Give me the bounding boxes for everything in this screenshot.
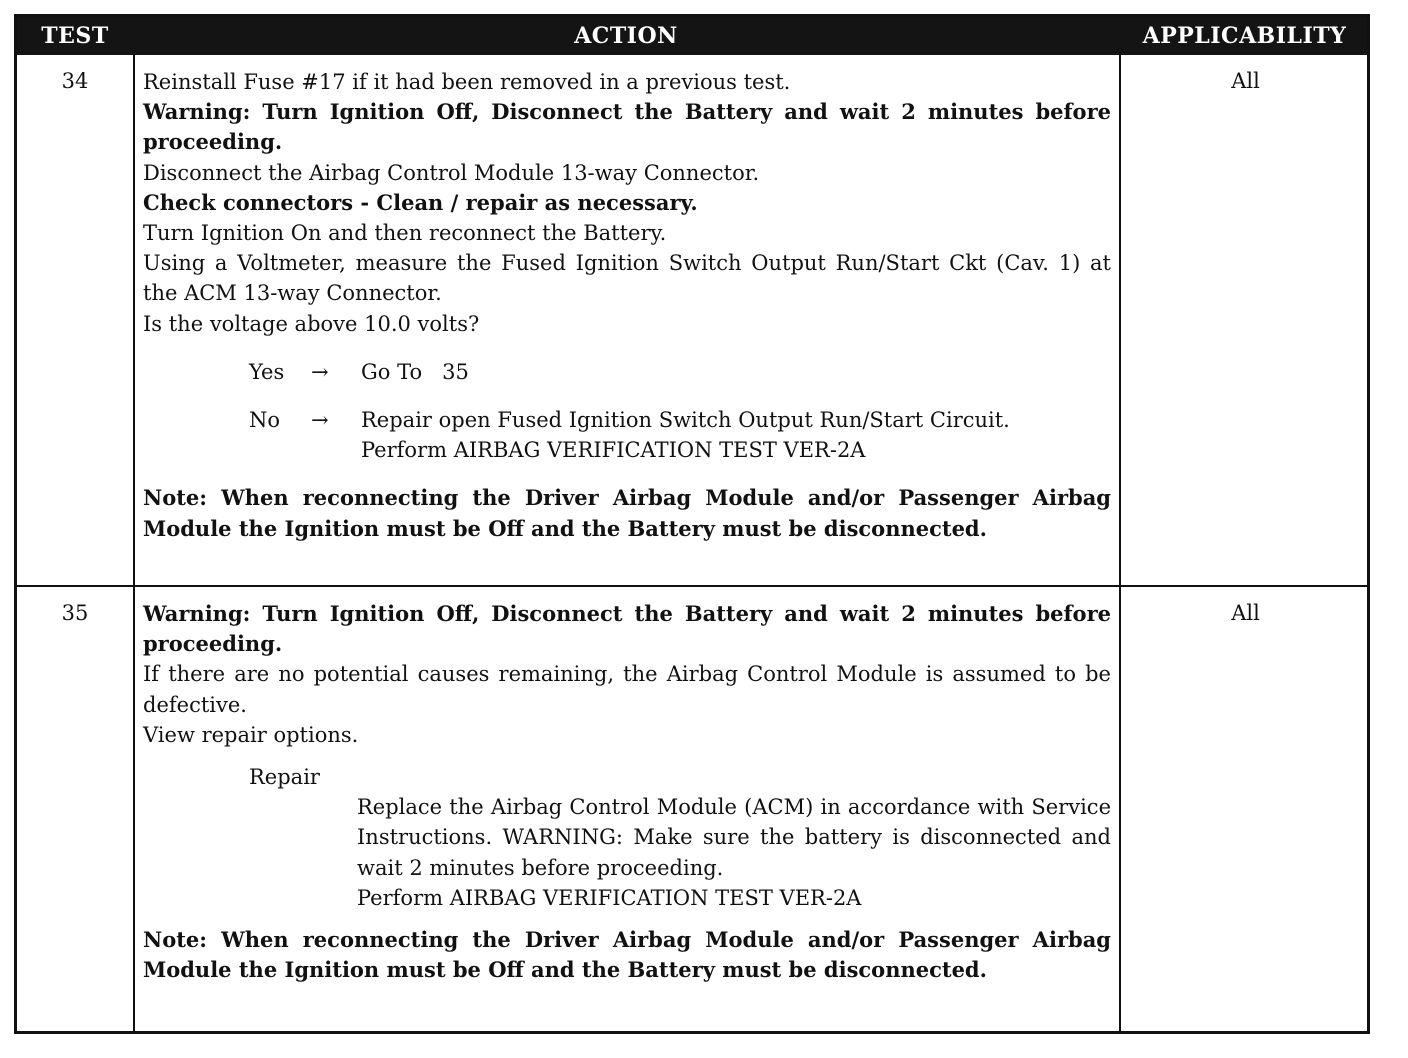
question-text: Is the voltage above 10.0 volts? <box>143 311 480 336</box>
action-line: Turn Ignition On and then reconnect the Battery. <box>143 221 667 246</box>
table-header <box>17 17 1367 55</box>
applicability-value: All <box>1231 601 1260 625</box>
action-line: View repair options. <box>143 722 359 747</box>
test-number: 35 <box>61 601 89 625</box>
arrow-icon: → <box>311 359 329 384</box>
header-action: ACTION <box>574 23 678 49</box>
arrow-icon: → <box>311 408 329 433</box>
yes-result: Go To 35 <box>361 359 469 384</box>
table-row-35 <box>17 587 1367 1034</box>
action-line: Reinstall Fuse #17 if it had been removed in a previous test. <box>143 70 791 94</box>
repair-label: Repair <box>249 765 320 790</box>
no-result-line: Perform AIRBAG VERIFICATION TEST VER-2A <box>361 438 866 463</box>
note-text: Note: When reconnecting the Driver Airbag Module and/or Passenger Airbag Module the Ignition must be Off and the Battery must be disconnected. <box>143 927 1111 983</box>
header-applicability: APPLICABILITY <box>1142 23 1347 49</box>
warning-text: Warning: Turn Ignition Off, Disconnect the Battery and wait 2 minutes before proceeding. <box>143 601 1111 657</box>
header-test: TEST <box>41 23 109 49</box>
action-line: Using a Voltmeter, measure the Fused Ignition Switch Output Run/Start Ckt (Cav. 1) at the ACM 13-way Connector. <box>143 251 1111 306</box>
table-row-34 <box>17 55 1367 585</box>
diagnostic-table <box>14 14 1370 1034</box>
warning-text: Warning: Turn Ignition Off, Disconnect the Battery and wait 2 minutes before proceeding. <box>143 99 1111 155</box>
yes-label: Yes <box>249 359 285 384</box>
check-connectors-text: Check connectors - Clean / repair as necessary. <box>143 189 698 215</box>
no-branch <box>143 405 1111 465</box>
test-number: 34 <box>61 69 89 93</box>
no-result <box>361 405 1010 465</box>
no-label: No <box>249 408 281 433</box>
repair-text: Replace the Airbag Control Module (ACM) in accordance with Service Instructions. WARNING: Make sure the battery is disconnected and wait 2 minutes before proceeding. <box>357 795 1111 880</box>
action-line: If there are no potential causes remaining, the Airbag Control Module is assumed to be defective. <box>143 662 1111 717</box>
action-cell <box>143 67 1111 544</box>
no-result-line: Repair open Fused Ignition Switch Output Run/Start Circuit. <box>361 408 1010 433</box>
note-text: Note: When reconnecting the Driver Airbag Module and/or Passenger Airbag Module the Ignition must be Off and the Battery must be disconnected. <box>143 485 1111 541</box>
repair-perform: Perform AIRBAG VERIFICATION TEST VER-2A <box>357 885 862 910</box>
action-line: Disconnect the Airbag Control Module 13-way Connector. <box>143 160 760 185</box>
action-cell <box>143 599 1111 985</box>
yes-branch <box>143 357 1111 387</box>
applicability-value: All <box>1231 69 1260 93</box>
